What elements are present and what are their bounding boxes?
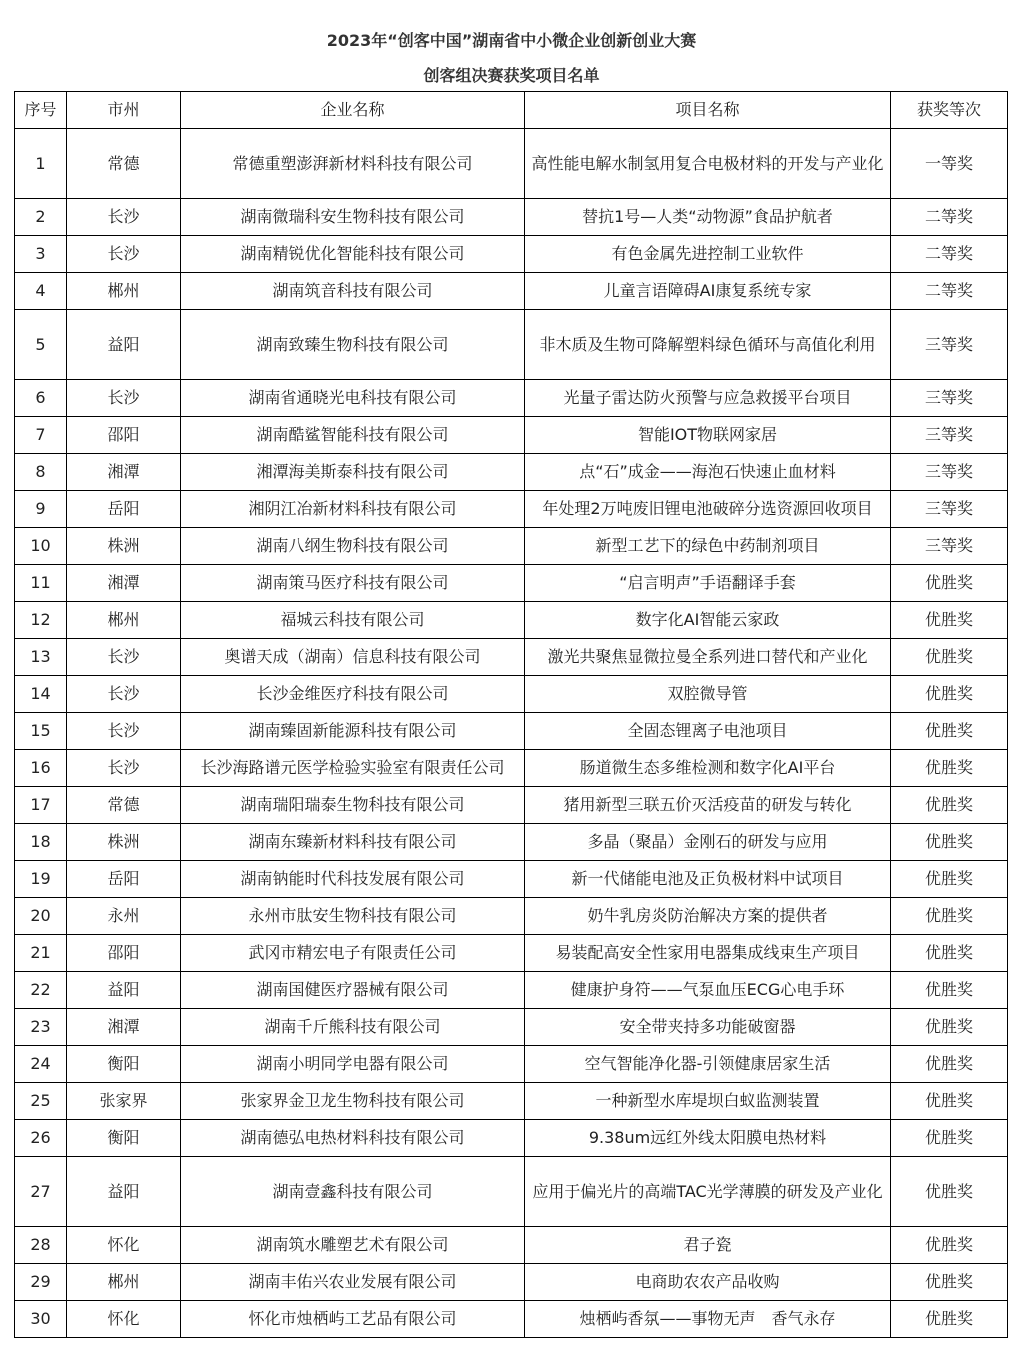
- cell-award: 优胜奖: [891, 750, 1008, 787]
- cell-company: 福城云科技有限公司: [181, 602, 525, 639]
- cell-company: 长沙金维医疗科技有限公司: [181, 676, 525, 713]
- cell-project: 空气智能净化器-引领健康居家生活: [525, 1046, 891, 1083]
- cell-project: 高性能电解水制氢用复合电极材料的开发与产业化: [525, 129, 891, 199]
- header-award: 获奖等次: [891, 92, 1008, 129]
- cell-award: 优胜奖: [891, 1157, 1008, 1227]
- cell-project: 双腔微导管: [525, 676, 891, 713]
- cell-award: 三等奖: [891, 380, 1008, 417]
- cell-company: 湖南钠能时代科技发展有限公司: [181, 861, 525, 898]
- cell-index: 9: [15, 491, 67, 528]
- cell-city: 怀化: [67, 1227, 181, 1264]
- table-row: [15, 1264, 1008, 1301]
- cell-award: 三等奖: [891, 454, 1008, 491]
- cell-index: 20: [15, 898, 67, 935]
- cell-city: 湘潭: [67, 1009, 181, 1046]
- cell-city: 邵阳: [67, 417, 181, 454]
- cell-company: 湖南酷鲨智能科技有限公司: [181, 417, 525, 454]
- cell-award: 三等奖: [891, 528, 1008, 565]
- cell-company: 湖南省通晓光电科技有限公司: [181, 380, 525, 417]
- cell-project: 数字化AI智能云家政: [525, 602, 891, 639]
- cell-project: 多晶（聚晶）金刚石的研发与应用: [525, 824, 891, 861]
- cell-index: 30: [15, 1301, 67, 1338]
- cell-award: 优胜奖: [891, 602, 1008, 639]
- cell-project: 9.38um远红外线太阳膜电热材料: [525, 1120, 891, 1157]
- cell-award: 优胜奖: [891, 676, 1008, 713]
- table-row: [15, 898, 1008, 935]
- table-row: [15, 129, 1008, 199]
- cell-company: 湖南臻固新能源科技有限公司: [181, 713, 525, 750]
- cell-company: 湖南致臻生物科技有限公司: [181, 310, 525, 380]
- cell-index: 27: [15, 1157, 67, 1227]
- cell-project: 安全带夹持多功能破窗器: [525, 1009, 891, 1046]
- cell-city: 岳阳: [67, 861, 181, 898]
- cell-index: 28: [15, 1227, 67, 1264]
- cell-project: 一种新型水库堤坝白蚁监测装置: [525, 1083, 891, 1120]
- cell-index: 25: [15, 1083, 67, 1120]
- cell-city: 长沙: [67, 199, 181, 236]
- cell-company: 湖南国健医疗器械有限公司: [181, 972, 525, 1009]
- cell-city: 湘潭: [67, 454, 181, 491]
- table-row: [15, 491, 1008, 528]
- cell-city: 郴州: [67, 1264, 181, 1301]
- cell-award: 优胜奖: [891, 1120, 1008, 1157]
- cell-index: 19: [15, 861, 67, 898]
- cell-company: 怀化市烛栖屿工艺品有限公司: [181, 1301, 525, 1338]
- cell-company: 奥谱天成（湖南）信息科技有限公司: [181, 639, 525, 676]
- cell-company: 常德重塑澎湃新材料科技有限公司: [181, 129, 525, 199]
- table-row: [15, 273, 1008, 310]
- cell-city: 邵阳: [67, 935, 181, 972]
- cell-award: 优胜奖: [891, 1083, 1008, 1120]
- header-project: 项目名称: [525, 92, 891, 129]
- cell-award: 优胜奖: [891, 1227, 1008, 1264]
- cell-index: 7: [15, 417, 67, 454]
- table-row: [15, 565, 1008, 602]
- cell-project: 年处理2万吨废旧锂电池破碎分选资源回收项目: [525, 491, 891, 528]
- table-row: [15, 1227, 1008, 1264]
- cell-award: 优胜奖: [891, 1009, 1008, 1046]
- cell-company: 湖南东臻新材料科技有限公司: [181, 824, 525, 861]
- cell-project: 全固态锂离子电池项目: [525, 713, 891, 750]
- cell-index: 18: [15, 824, 67, 861]
- cell-project: 有色金属先进控制工业软件: [525, 236, 891, 273]
- cell-index: 29: [15, 1264, 67, 1301]
- cell-index: 4: [15, 273, 67, 310]
- table-row: [15, 787, 1008, 824]
- cell-index: 10: [15, 528, 67, 565]
- cell-project: 应用于偏光片的高端TAC光学薄膜的研发及产业化: [525, 1157, 891, 1227]
- table-row: [15, 639, 1008, 676]
- cell-index: 12: [15, 602, 67, 639]
- cell-award: 优胜奖: [891, 565, 1008, 602]
- cell-index: 3: [15, 236, 67, 273]
- cell-city: 长沙: [67, 236, 181, 273]
- cell-index: 21: [15, 935, 67, 972]
- cell-award: 优胜奖: [891, 898, 1008, 935]
- cell-index: 16: [15, 750, 67, 787]
- header-city: 市州: [67, 92, 181, 129]
- header-index: 序号: [15, 92, 67, 129]
- cell-project: 新型工艺下的绿色中药制剂项目: [525, 528, 891, 565]
- table-row: [15, 528, 1008, 565]
- cell-award: 二等奖: [891, 199, 1008, 236]
- cell-city: 张家界: [67, 1083, 181, 1120]
- cell-award: 优胜奖: [891, 824, 1008, 861]
- cell-award: 优胜奖: [891, 935, 1008, 972]
- cell-index: 2: [15, 199, 67, 236]
- cell-company: 湖南壹鑫科技有限公司: [181, 1157, 525, 1227]
- cell-award: 三等奖: [891, 310, 1008, 380]
- table-row: [15, 199, 1008, 236]
- cell-company: 湖南筑音科技有限公司: [181, 273, 525, 310]
- cell-city: 郴州: [67, 602, 181, 639]
- table-row: [15, 750, 1008, 787]
- table-row: [15, 676, 1008, 713]
- cell-project: 奶牛乳房炎防治解决方案的提供者: [525, 898, 891, 935]
- cell-index: 13: [15, 639, 67, 676]
- cell-city: 株洲: [67, 528, 181, 565]
- cell-project: 新一代储能电池及正负极材料中试项目: [525, 861, 891, 898]
- cell-city: 长沙: [67, 676, 181, 713]
- cell-company: 湖南德弘电热材料科技有限公司: [181, 1120, 525, 1157]
- cell-project: 猪用新型三联五价灭活疫苗的研发与转化: [525, 787, 891, 824]
- table-row: [15, 310, 1008, 380]
- cell-project: 非木质及生物可降解塑料绿色循环与高值化利用: [525, 310, 891, 380]
- cell-city: 永州: [67, 898, 181, 935]
- cell-index: 22: [15, 972, 67, 1009]
- cell-project: 儿童言语障碍AI康复系统专家: [525, 273, 891, 310]
- cell-city: 益阳: [67, 972, 181, 1009]
- cell-city: 长沙: [67, 713, 181, 750]
- cell-index: 8: [15, 454, 67, 491]
- cell-city: 长沙: [67, 380, 181, 417]
- table-row: [15, 236, 1008, 273]
- cell-city: 益阳: [67, 310, 181, 380]
- table-row: [15, 713, 1008, 750]
- cell-project: 肠道微生态多维检测和数字化AI平台: [525, 750, 891, 787]
- document-subtitle: 创客组决赛获奖项目名单: [423, 66, 600, 85]
- table-row: [15, 602, 1008, 639]
- cell-index: 17: [15, 787, 67, 824]
- cell-index: 11: [15, 565, 67, 602]
- cell-project: 君子瓷: [525, 1227, 891, 1264]
- cell-project: 光量子雷达防火预警与应急救援平台项目: [525, 380, 891, 417]
- cell-award: 二等奖: [891, 236, 1008, 273]
- table-row: [15, 417, 1008, 454]
- cell-index: 14: [15, 676, 67, 713]
- cell-company: 湖南千斤熊科技有限公司: [181, 1009, 525, 1046]
- cell-company: 张家界金卫龙生物科技有限公司: [181, 1083, 525, 1120]
- cell-project: “启言明声”手语翻译手套: [525, 565, 891, 602]
- table-body: [15, 129, 1008, 1338]
- cell-award: 优胜奖: [891, 972, 1008, 1009]
- cell-index: 23: [15, 1009, 67, 1046]
- table-row: [15, 972, 1008, 1009]
- cell-city: 衡阳: [67, 1120, 181, 1157]
- cell-company: 湘阴江冶新材料科技有限公司: [181, 491, 525, 528]
- table-row: [15, 861, 1008, 898]
- cell-city: 长沙: [67, 639, 181, 676]
- cell-award: 优胜奖: [891, 639, 1008, 676]
- cell-project: 健康护身符——气泵血压ECG心电手环: [525, 972, 891, 1009]
- cell-city: 郴州: [67, 273, 181, 310]
- cell-company: 湖南瑞阳瑞泰生物科技有限公司: [181, 787, 525, 824]
- cell-city: 岳阳: [67, 491, 181, 528]
- cell-company: 武冈市精宏电子有限责任公司: [181, 935, 525, 972]
- cell-company: 湖南策马医疗科技有限公司: [181, 565, 525, 602]
- cell-award: 优胜奖: [891, 861, 1008, 898]
- table-row: [15, 824, 1008, 861]
- cell-index: 24: [15, 1046, 67, 1083]
- cell-company: 湖南精锐优化智能科技有限公司: [181, 236, 525, 273]
- cell-award: 优胜奖: [891, 713, 1008, 750]
- cell-project: 点“石”成金——海泡石快速止血材料: [525, 454, 891, 491]
- cell-city: 怀化: [67, 1301, 181, 1338]
- cell-project: 烛栖屿香氛——事物无声 香气永存: [525, 1301, 891, 1338]
- table-row: [15, 1009, 1008, 1046]
- table-row: [15, 1301, 1008, 1338]
- cell-city: 湘潭: [67, 565, 181, 602]
- cell-company: 永州市肽安生物科技有限公司: [181, 898, 525, 935]
- cell-company: 湖南丰佑兴农业发展有限公司: [181, 1264, 525, 1301]
- cell-award: 优胜奖: [891, 1046, 1008, 1083]
- cell-award: 优胜奖: [891, 1264, 1008, 1301]
- cell-city: 株洲: [67, 824, 181, 861]
- cell-award: 优胜奖: [891, 1301, 1008, 1338]
- cell-project: 智能IOT物联网家居: [525, 417, 891, 454]
- cell-city: 常德: [67, 787, 181, 824]
- table-row: [15, 454, 1008, 491]
- cell-company: 湘潭海美斯泰科技有限公司: [181, 454, 525, 491]
- table-row: [15, 1046, 1008, 1083]
- cell-award: 三等奖: [891, 417, 1008, 454]
- cell-company: 湖南微瑞科安生物科技有限公司: [181, 199, 525, 236]
- table-row: [15, 1083, 1008, 1120]
- cell-index: 6: [15, 380, 67, 417]
- cell-city: 长沙: [67, 750, 181, 787]
- cell-company: 长沙海路谱元医学检验实验室有限责任公司: [181, 750, 525, 787]
- cell-index: 26: [15, 1120, 67, 1157]
- cell-city: 衡阳: [67, 1046, 181, 1083]
- table-header-row: [15, 92, 1008, 129]
- cell-company: 湖南筑水雕塑艺术有限公司: [181, 1227, 525, 1264]
- cell-award: 三等奖: [891, 491, 1008, 528]
- cell-award: 一等奖: [891, 129, 1008, 199]
- awards-table: [14, 91, 1008, 1338]
- table-row: [15, 1120, 1008, 1157]
- table-row: [15, 1157, 1008, 1227]
- cell-company: 湖南八纲生物科技有限公司: [181, 528, 525, 565]
- cell-project: 电商助农农产品收购: [525, 1264, 891, 1301]
- cell-index: 1: [15, 129, 67, 199]
- cell-project: 易装配高安全性家用电器集成线束生产项目: [525, 935, 891, 972]
- table-row: [15, 380, 1008, 417]
- cell-city: 常德: [67, 129, 181, 199]
- document-title: 2023年“创客中国”湖南省中小微企业创新创业大赛: [326, 31, 697, 50]
- cell-city: 益阳: [67, 1157, 181, 1227]
- cell-index: 5: [15, 310, 67, 380]
- cell-index: 15: [15, 713, 67, 750]
- cell-award: 二等奖: [891, 273, 1008, 310]
- cell-award: 优胜奖: [891, 787, 1008, 824]
- cell-project: 激光共聚焦显微拉曼全系列进口替代和产业化: [525, 639, 891, 676]
- table-row: [15, 935, 1008, 972]
- cell-project: 替抗1号—人类“动物源”食品护航者: [525, 199, 891, 236]
- header-company: 企业名称: [181, 92, 525, 129]
- cell-company: 湖南小明同学电器有限公司: [181, 1046, 525, 1083]
